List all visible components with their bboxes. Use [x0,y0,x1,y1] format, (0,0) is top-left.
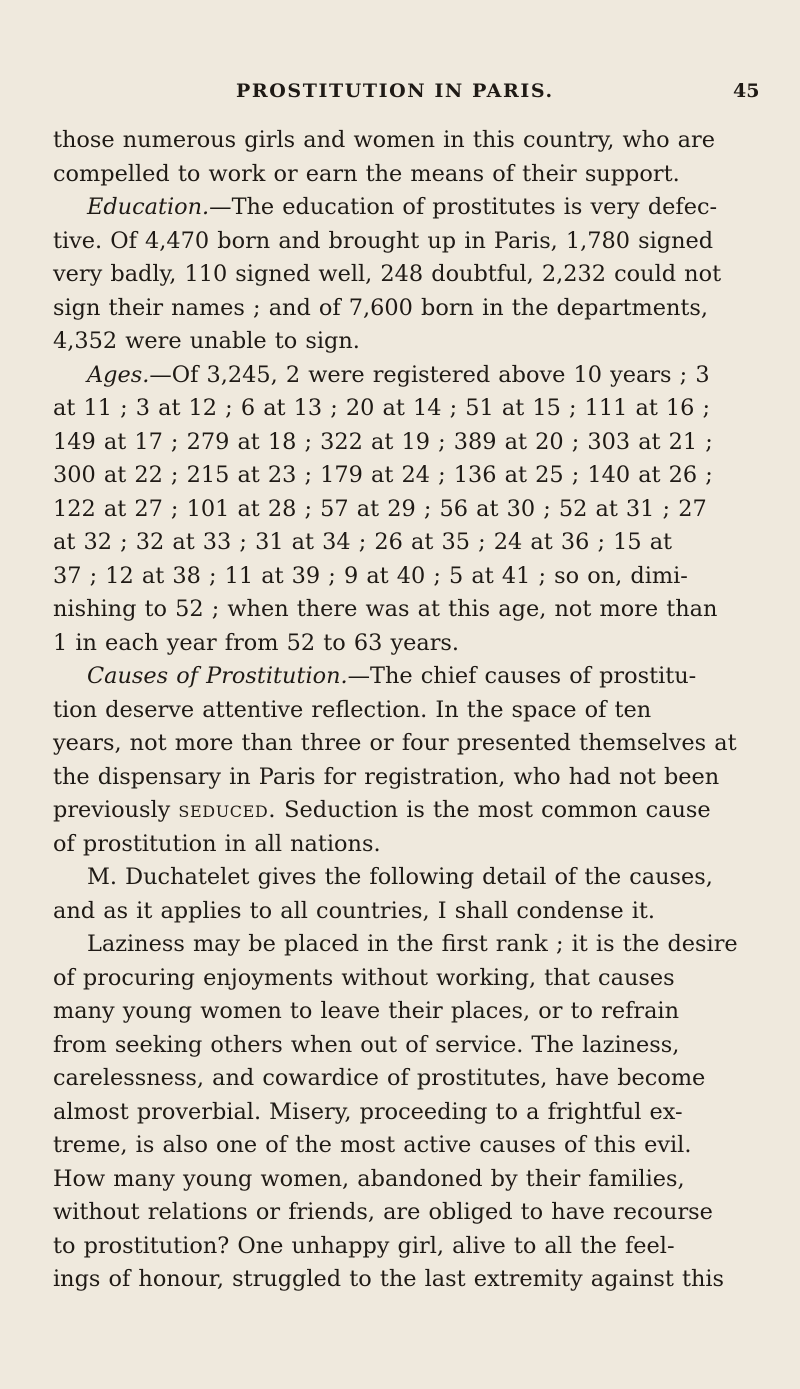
running-title: PROSTITUTION IN PARIS. [236,80,554,102]
text-fragment: previously [53,797,179,823]
section-heading-ages: Ages. [87,361,150,388]
text-line: very badly, 110 signed well, 248 doubtful, 2,232 could not [53,261,722,287]
text-line: many young women to leave their places, or to refrain [53,998,680,1024]
text-fragment: —The chief causes of prostitu- [347,663,697,689]
text-line: sign their names ; and of 7,600 born in the departments, [53,294,709,321]
paragraph-ages [53,359,765,393]
text-line: to prostitution? One unhappy girl, alive to all the feel- [53,1232,675,1259]
text-line: How many young women, abandoned by their families, [53,1165,685,1192]
text-line: compelled to work or earn the means of their support. [53,160,680,187]
text-line: almost proverbial. Misery, proceeding to a frightful ex- [53,1098,683,1125]
text-line: 37 ; 12 at 38 ; 11 at 39 ; 9 at 40 ; 5 at 41 ; so on, dimi- [53,562,688,589]
text-line: years, not more than three or four presented themselves at [53,730,737,756]
paragraph-laziness: Laziness may be placed in the first rank ; it is the desire [87,931,738,957]
text-line: and as it applies to all countries, I shall condense it. [53,897,655,924]
text-fragment: —Of 3,245, 2 were registered above 10 years ; 3 [149,361,710,388]
paragraph-duchatelet: M. Duchatelet gives the following detail of the causes, [87,864,713,890]
text-fragment: —The education of prostitutes is very defec- [209,194,718,220]
section-heading-education: Education. [87,194,210,220]
text-line: 1 in each year from 52 to 63 years. [53,629,460,656]
paragraph-education [53,191,765,225]
text-line: nishing to 52 ; when there was at this age, not more than [53,596,718,622]
emphasis-seduced: seduced. [178,797,277,823]
text-line: 122 at 27 ; 101 at 28 ; 57 at 29 ; 56 at 30 ; 52 at 31 ; 27 [53,495,707,522]
text-line: 4,352 were unable to sign. [53,328,360,354]
text-line: carelessness, and cowardice of prostitutes, have become [53,1065,706,1091]
text-fragment: Seduction is the most common cause [276,797,711,823]
text-line: the dispensary in Paris for registration, who had not been [53,763,720,790]
text-line: 149 at 17 ; 279 at 18 ; 322 at 19 ; 389 at 20 ; 303 at 21 ; [53,428,713,455]
text-line: at 32 ; 32 at 33 ; 31 at 34 ; 26 at 35 ; 24 at 36 ; 15 at [53,529,673,555]
text-line: at 11 ; 3 at 12 ; 6 at 13 ; 20 at 14 ; 51 at 15 ; 111 at 16 ; [53,395,711,421]
page-number: 45 [733,80,760,102]
text-line: of procuring enjoyments without working, that causes [53,964,675,991]
text-line: treme, is also one of the most active causes of this evil. [53,1132,692,1158]
text-line-seduced [53,794,765,828]
paragraph-causes [53,660,765,694]
text-line: from seeking others when out of service. The laziness, [53,1031,680,1058]
text-line: without relations or friends, are obliged to have recourse [53,1199,713,1225]
body-text [53,124,765,1297]
text-line: tive. Of 4,470 born and brought up in Paris, 1,780 signed [53,227,714,254]
section-heading-causes: Causes of Prostitution. [87,663,348,689]
text-line: tion deserve attentive reflection. In the space of ten [53,696,652,723]
text-line: 300 at 22 ; 215 at 23 ; 179 at 24 ; 136 at 25 ; 140 at 26 ; [53,462,713,488]
text-line: of prostitution in all nations. [53,830,381,857]
page-header [0,80,800,110]
text-line: those numerous girls and women in this country, who are [53,127,715,153]
text-line: ings of honour, struggled to the last extremity against this [53,1266,725,1292]
